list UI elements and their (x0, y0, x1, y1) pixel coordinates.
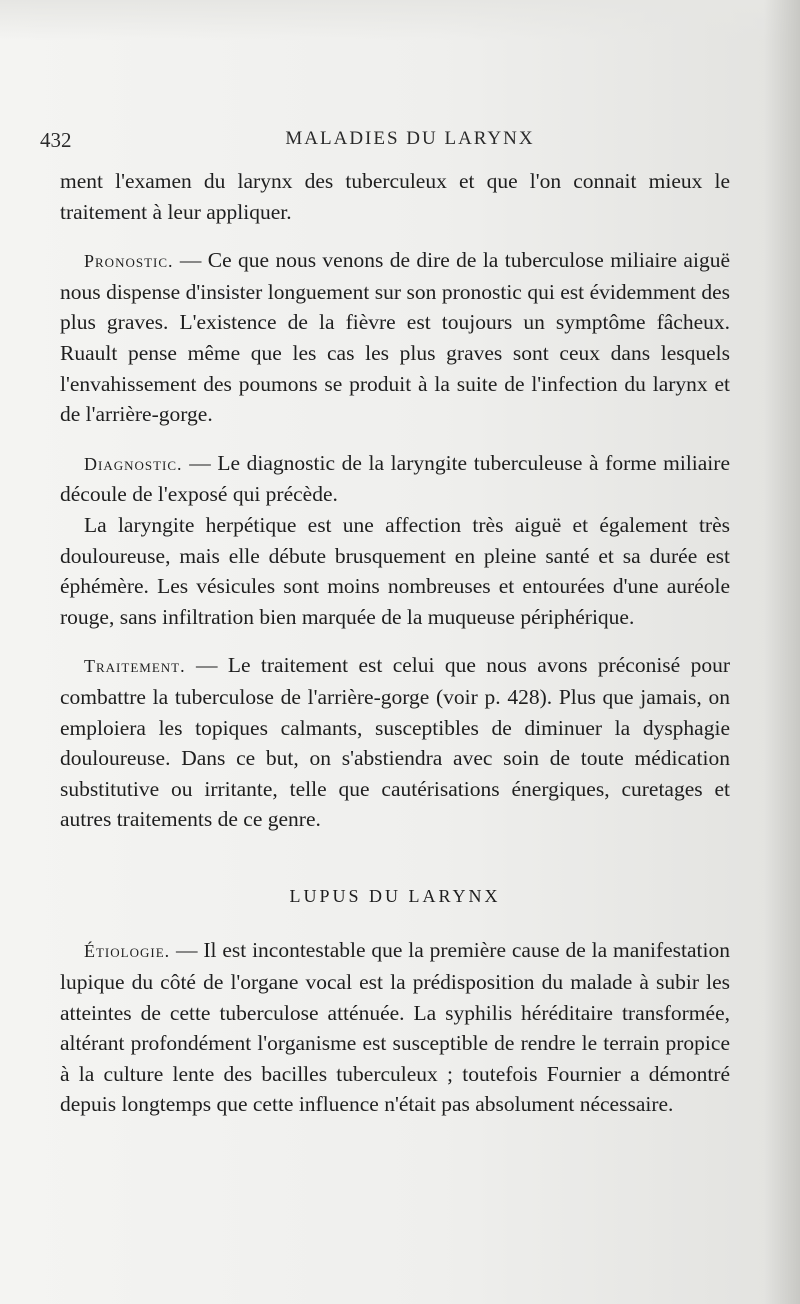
page-number: 432 (40, 128, 72, 152)
main-text (60, 166, 730, 1120)
traitement-paragraph (60, 650, 730, 835)
running-title: MALADIES DU LARYNX (285, 128, 535, 149)
pronostic-heading: Pronostic. (84, 251, 174, 272)
running-header (40, 128, 780, 154)
etiologie-text: — Il est incontestable que la première cause de la manifestation lupique du côté de l'organe vocal est la prédisposition du malade à subir les atteintes de cette tuberculose atténuée. La syphilis héréditaire transformée, altérant profondément l'organisme est susceptible de rendre le terrain propice à la culture lente des bacilles tuberculeux ; toutefois Fournier a démontré depuis longtemps que cette influence n'était pas absolument nécessaire. (60, 938, 730, 1117)
herpetique-paragraph: La laryngite herpétique est une affection très aiguë et également très douloureuse, mais elle débute brusquement en pleine santé et sa durée est éphémère. Les vésicules sont moins nombreuses et entourées d'une auréole rouge, sans infiltration bien marquée de la muqueuse périphérique. (60, 512, 730, 629)
diagnostic-text: — Le diagnostic de la laryngite tuberculeuse à forme miliaire découle de l'exposé qui précède. (60, 450, 730, 507)
diagnostic-heading: Diagnostic. (84, 453, 183, 474)
traitement-heading: Traitement. (84, 656, 186, 677)
diagnostic-paragraph (60, 448, 730, 510)
pronostic-paragraph (60, 245, 730, 430)
section-title: LUPUS DU LARYNX (289, 885, 501, 906)
continued-paragraph: ment l'examen du larynx des tuberculeux et que l'on connait mieux le traitement à leur appliquer. (60, 169, 730, 224)
etiologie-heading: Étiologie. (84, 941, 171, 962)
pronostic-text: — Ce que nous venons de dire de la tuberculose miliaire aiguë nous dispense d'insister longuement sur son pronostic qui est évidemment des plus graves. L'existence de la fièvre est toujours un symptôme fâcheux. Ruault pense même que les cas les plus graves sont ceux dans lesquels l'envahissement des poumons se produit à la suite de l'infection du larynx et de l'arrière-gorge. (60, 248, 730, 427)
page-top-shadow (0, 0, 800, 40)
traitement-text: — Le traitement est celui que nous avons préconisé pour combattre la tuberculose de l'arrière-gorge (voir p. 428). Plus que jamais, on emploiera les topiques calmants, susceptibles de diminuer la dysphagie douloureuse. Dans ce but, on s'abstiendra avec soin de toute médication substitutive ou irritante, telle que cautérisations énergiques, curetages et autres traitements de ce genre. (60, 653, 730, 832)
etiologie-paragraph (60, 935, 730, 1120)
page-gutter-shadow (764, 0, 800, 1304)
